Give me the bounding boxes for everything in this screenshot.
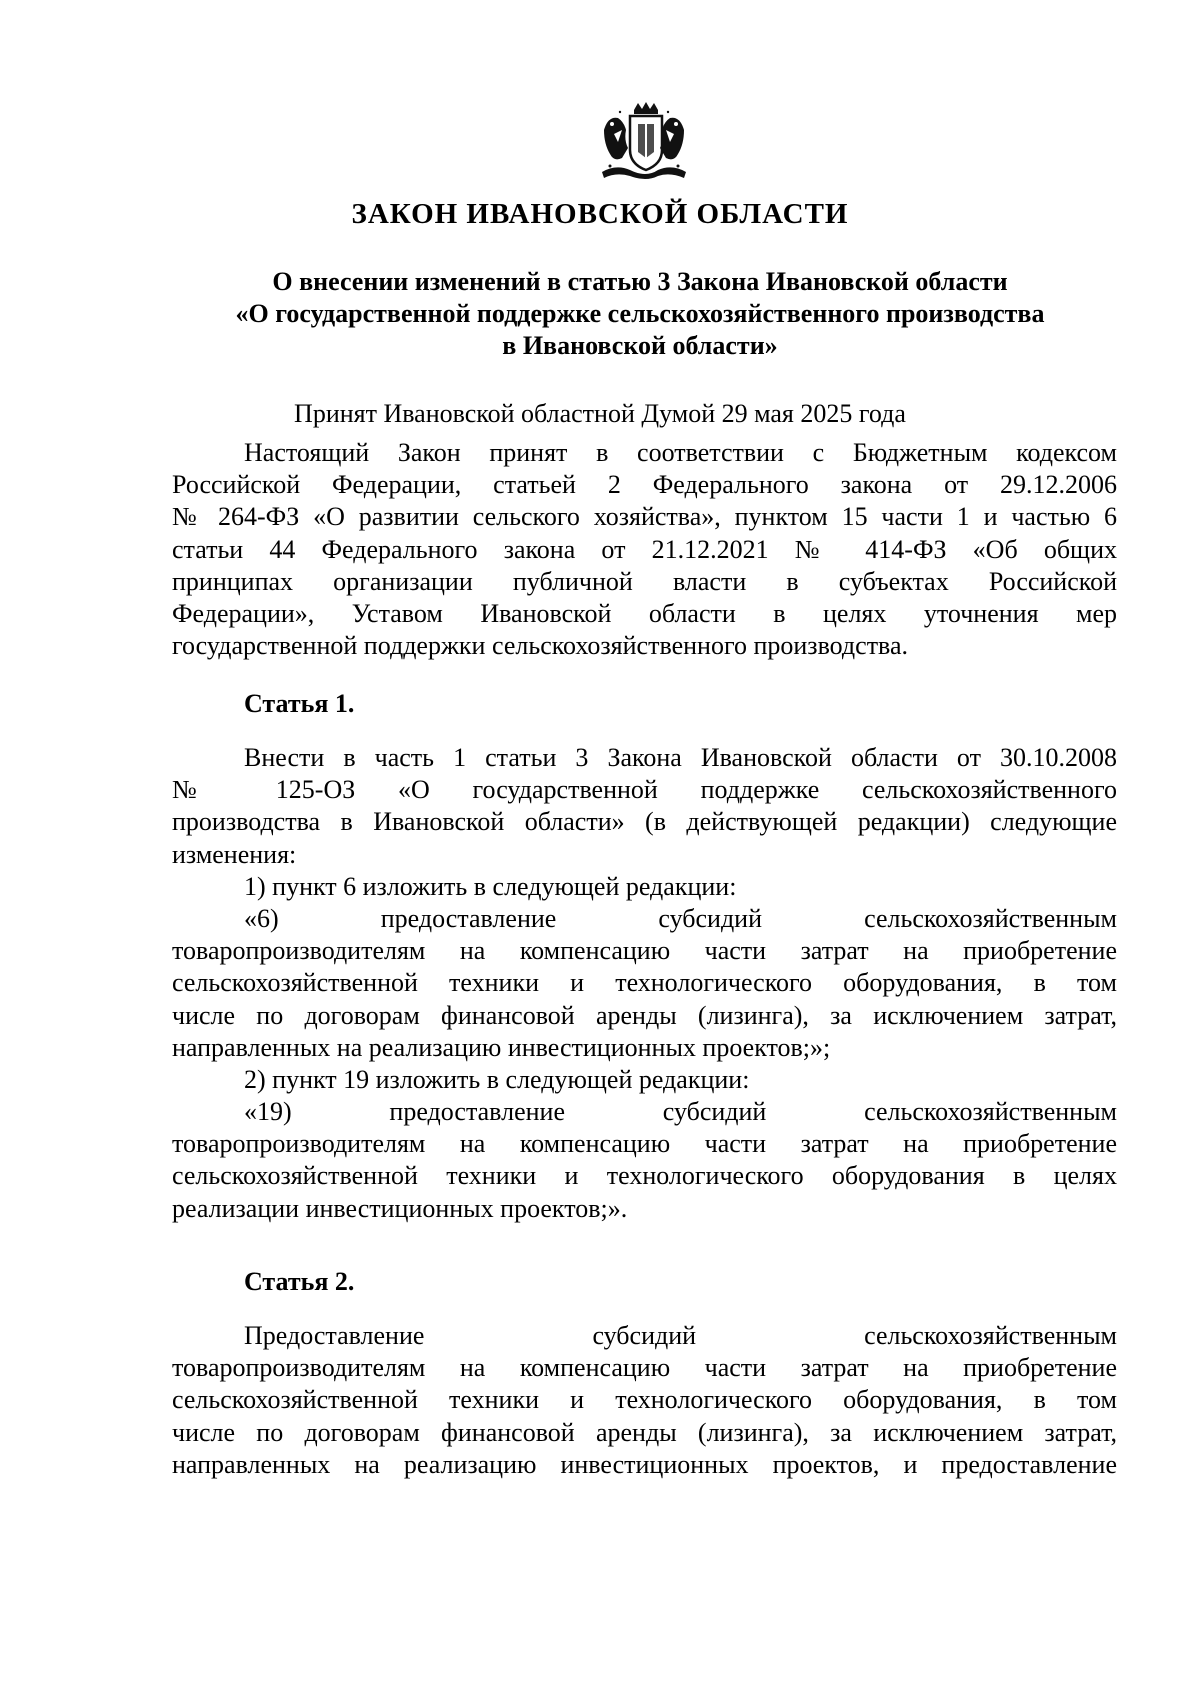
preamble-line: Настоящий Закон принят в соответствии с Бюджетным кодексом — [244, 438, 1117, 467]
article-1-line: «6) предоставление субсидий сельскохозяйственным — [244, 903, 1117, 933]
article-2-body — [172, 1320, 1117, 1481]
preamble-line: статьи 44 Федерального закона от 21.12.2021 № 414-ФЗ «Об общих — [172, 534, 1117, 564]
preamble-paragraph — [172, 437, 1117, 662]
article-1-line: направленных на реализацию инвестиционных проектов;»; — [172, 1032, 831, 1062]
article-2-line: Предоставление субсидий сельскохозяйственным — [244, 1321, 1117, 1350]
subtitle-line: в Ивановской области» — [502, 331, 778, 360]
article-1-line: изменения: — [172, 839, 297, 869]
article-2-line: сельскохозяйственной техники и технологического оборудования, в том — [172, 1385, 1117, 1415]
article-1-line: № 125-ОЗ «О государственной поддержке сельскохозяйственного — [172, 775, 1117, 805]
article-1-line: реализации инвестиционных проектов;». — [172, 1193, 628, 1223]
article-1-line: производства в Ивановской области» (в действующей редакции) следующие — [172, 807, 1117, 837]
article-2-line: направленных на реализацию инвестиционных проектов, и предоставление — [172, 1449, 1117, 1479]
article-1-line: товаропроизводителям на компенсацию части затрат на приобретение — [172, 1129, 1117, 1159]
article-1-line: 1) пункт 6 изложить в следующей редакции: — [244, 871, 737, 901]
article-1-line: Внести в часть 1 статьи 3 Закона Ивановской области от 30.10.2008 — [244, 743, 1117, 772]
coat-of-arms-icon — [596, 100, 692, 182]
article-1-line: «19) предоставление субсидий сельскохозяйственным — [244, 1097, 1117, 1127]
article-1-line: сельскохозяйственной техники и технологического оборудования в целях — [172, 1161, 1117, 1191]
preamble-line: принципах организации публичной власти в субъектах Российской — [172, 566, 1117, 596]
preamble-line: государственной поддержки сельскохозяйственного производства. — [172, 631, 909, 661]
article-1-heading: Статья 1. — [244, 689, 355, 718]
article-1-line: 2) пункт 19 изложить в следующей редакции: — [244, 1064, 750, 1094]
law-subtitle — [160, 266, 1120, 362]
preamble-line: Российской Федерации, статьей 2 Федерального закона от 29.12.2006 — [172, 470, 1117, 500]
article-2-heading: Статья 2. — [244, 1267, 355, 1296]
article-1-body — [172, 742, 1117, 1225]
article-1-line: числе по договорам финансовой аренды (лизинга), за исключением затрат, — [172, 1000, 1117, 1030]
article-2-line: числе по договорам финансовой аренды (лизинга), за исключением затрат, — [172, 1417, 1117, 1447]
subtitle-line: «О государственной поддержке сельскохозяйственного производства — [235, 299, 1045, 328]
adoption-note: Принят Ивановской областной Думой 29 мая 2025 года — [294, 399, 906, 428]
article-1-line: товаропроизводителям на компенсацию части затрат на приобретение — [172, 936, 1117, 966]
preamble-line: Федерации», Уставом Ивановской области в целях уточнения мер — [172, 598, 1117, 628]
subtitle-line: О внесении изменений в статью 3 Закона Ивановской области — [272, 267, 1008, 296]
article-1-line: сельскохозяйственной техники и технологического оборудования, в том — [172, 968, 1117, 998]
article-2-line: товаропроизводителям на компенсацию части затрат на приобретение — [172, 1353, 1117, 1383]
law-title: ЗАКОН ИВАНОВСКОЙ ОБЛАСТИ — [351, 198, 849, 230]
preamble-line: № 264-ФЗ «О развитии сельского хозяйства», пунктом 15 части 1 и частью 6 — [172, 502, 1117, 532]
